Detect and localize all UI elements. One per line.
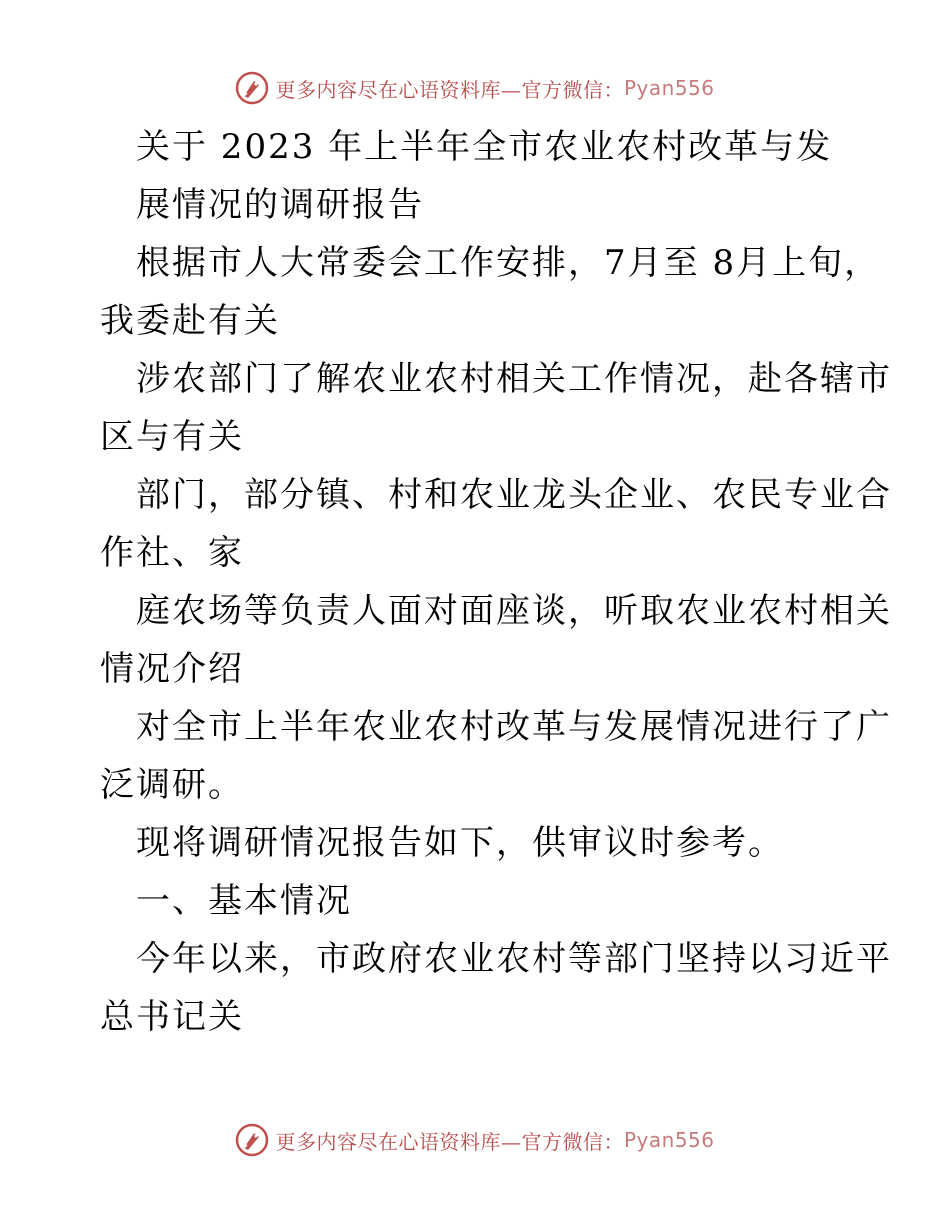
paragraph-line: 作社、家 xyxy=(100,533,244,573)
watermark-account: Pyan556 xyxy=(623,76,715,100)
watermark-text: 更多内容尽在心语资料库—官方微信： xyxy=(275,77,624,102)
pen-nib-logo-icon xyxy=(235,1123,269,1157)
title-line-1: 关于 2023 年上半年全市农业农村改革与发 xyxy=(136,127,833,167)
document-body xyxy=(100,118,892,1046)
paragraph-line: 对全市上半年农业农村改革与发展情况进行了广 xyxy=(136,707,892,747)
watermark-text: 更多内容尽在心语资料库—官方微信： xyxy=(275,1129,624,1154)
watermark-header xyxy=(0,68,950,108)
watermark-footer xyxy=(0,1120,950,1160)
section-heading: 一、基本情况 xyxy=(136,881,352,921)
pen-nib-logo-icon xyxy=(235,71,269,105)
paragraph-line: 根据市人大常委会工作安排，7月至 8月上旬， xyxy=(136,243,881,283)
paragraph-line: 部门，部分镇、村和农业龙头企业、农民专业合 xyxy=(136,475,892,515)
paragraph-line: 我委赴有关 xyxy=(100,301,280,341)
title-line-2: 展情况的调研报告 xyxy=(136,185,424,225)
paragraph-line: 区与有关 xyxy=(100,417,244,457)
paragraph-line: 泛调研。 xyxy=(100,765,244,805)
paragraph-line: 庭农场等负责人面对面座谈，听取农业农村相关 xyxy=(136,591,892,631)
paragraph-line: 涉农部门了解农业农村相关工作情况，赴各辖市 xyxy=(136,359,892,399)
watermark-account: Pyan556 xyxy=(623,1128,715,1152)
paragraph-line: 情况介绍 xyxy=(100,649,244,689)
paragraph-line: 总书记关 xyxy=(100,997,244,1037)
paragraph-line: 现将调研情况报告如下，供审议时参考。 xyxy=(136,823,784,863)
paragraph-line: 今年以来，市政府农业农村等部门坚持以习近平 xyxy=(136,939,892,979)
